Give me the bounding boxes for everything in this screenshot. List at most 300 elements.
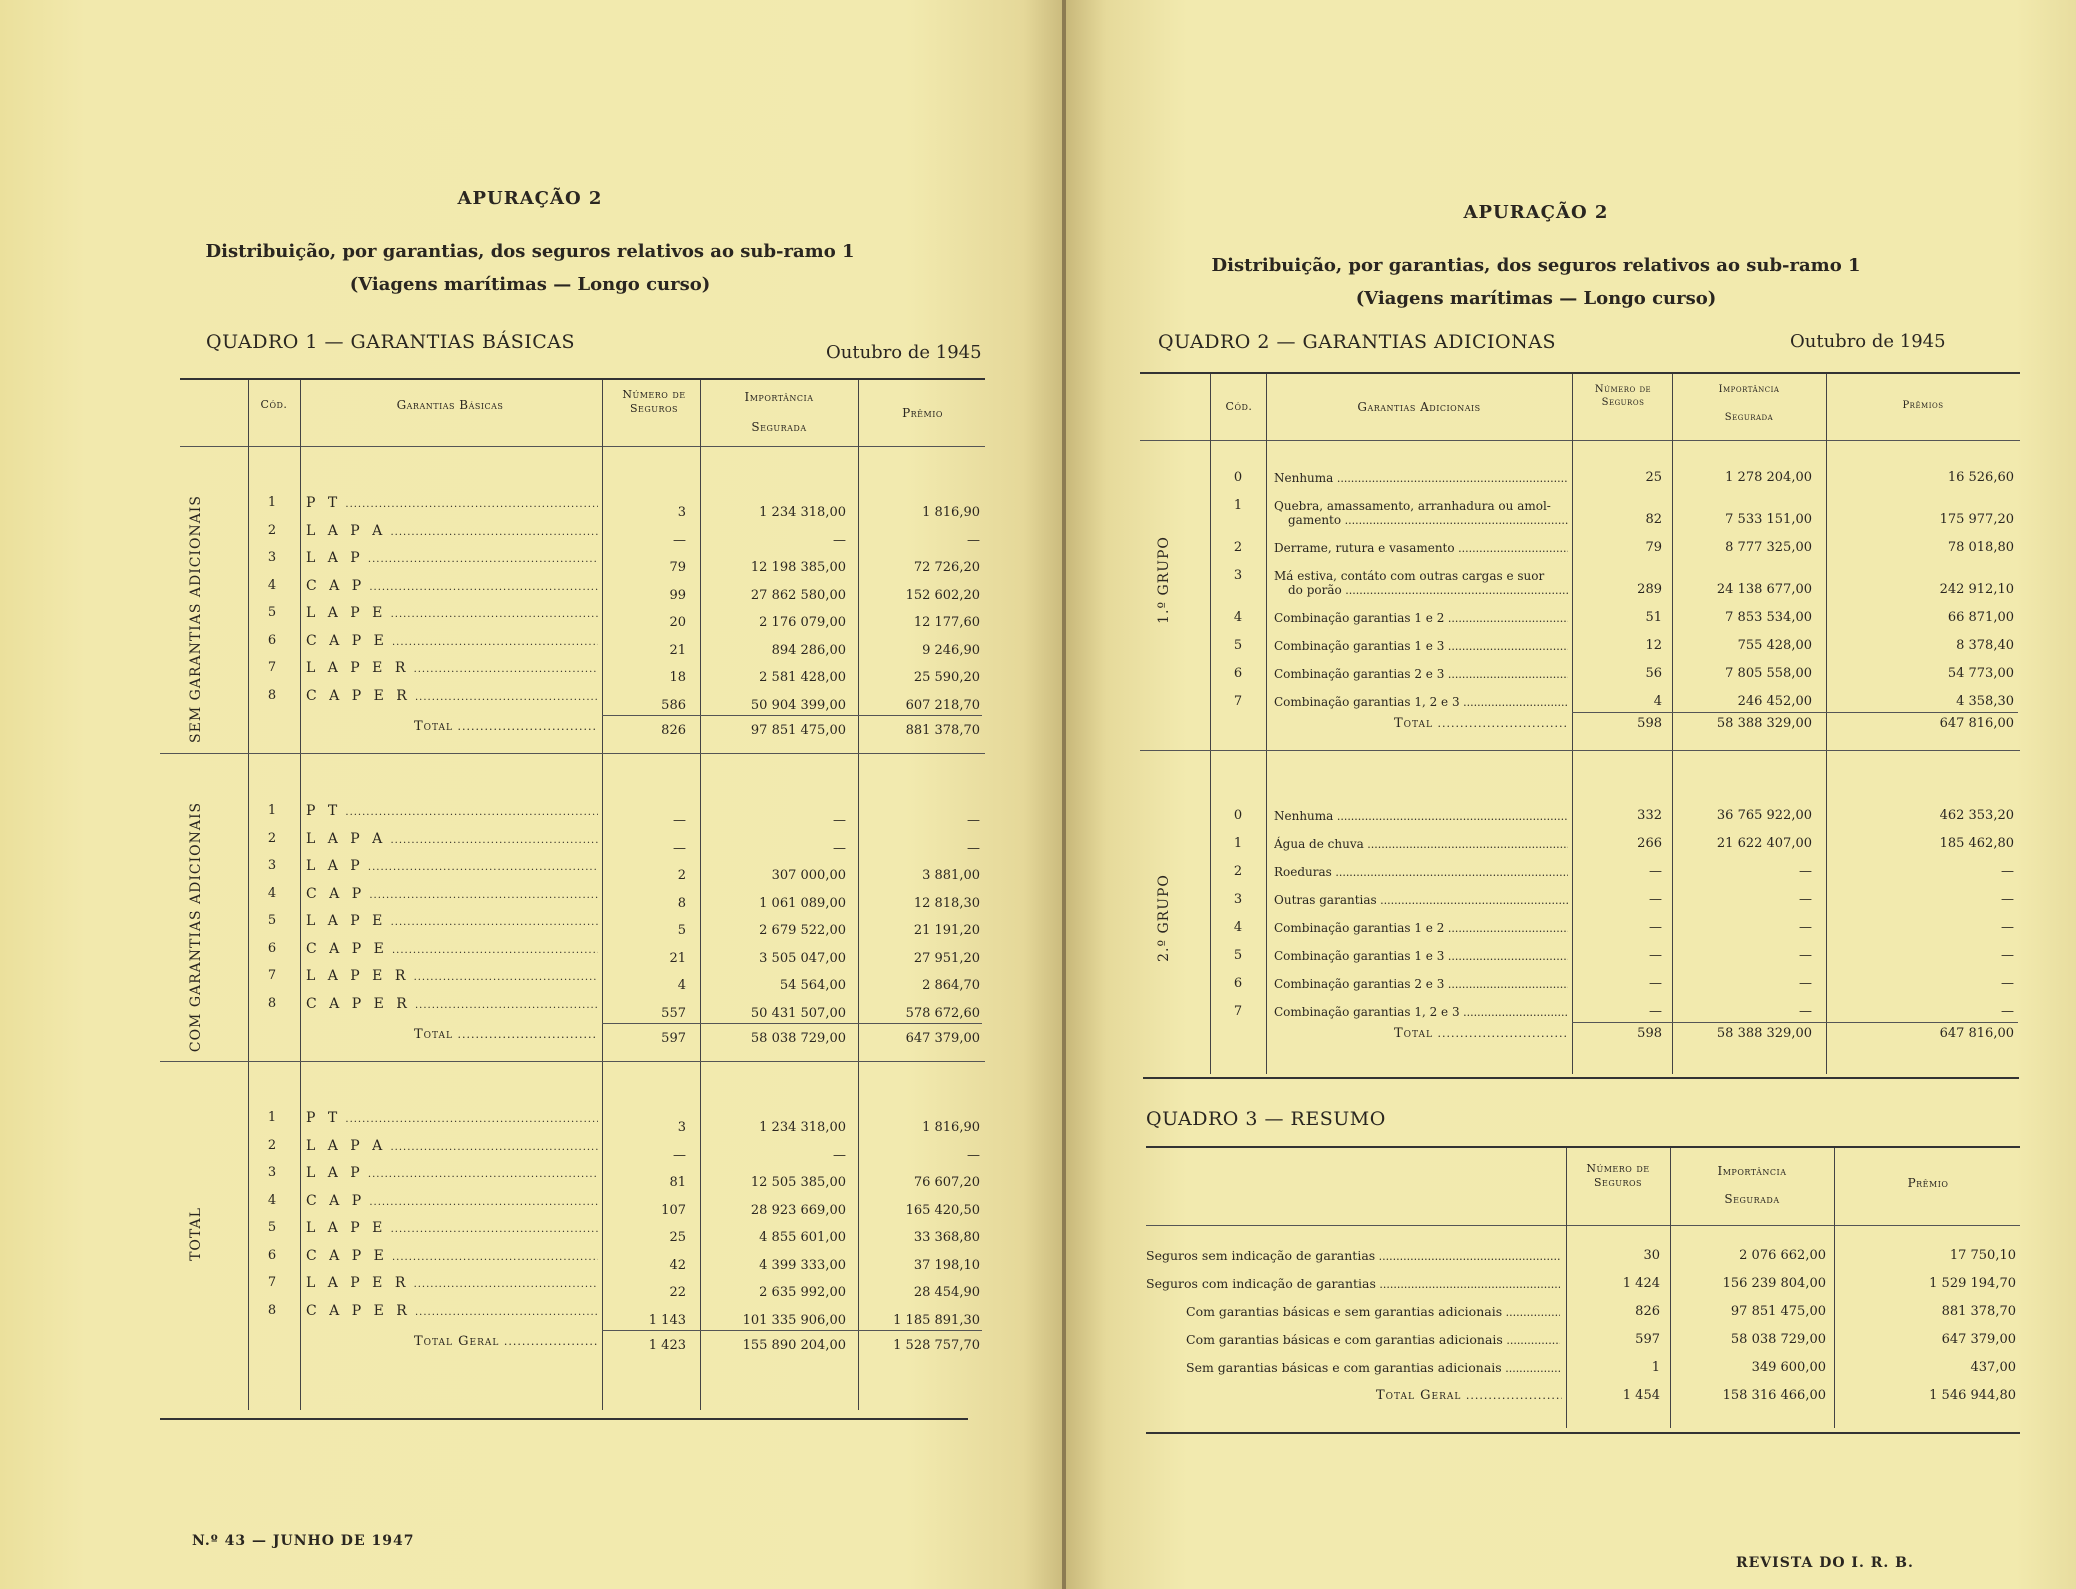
row-premio: —: [2001, 864, 2014, 879]
total-label: Total .....: [414, 1027, 598, 1043]
row-premio: —: [2001, 948, 2014, 963]
left-table-bottom-rule: [160, 1418, 968, 1420]
total-label: Total .....: [414, 719, 598, 735]
row-importancia: 28 923 669,00: [750, 1202, 846, 1218]
row-premio: 12 818,30: [913, 895, 980, 911]
row-cod: 4: [267, 577, 277, 593]
row-importancia: —: [1799, 892, 1812, 907]
row-importancia: 50 431 507,00: [750, 1005, 846, 1021]
row-numero: 25: [1645, 470, 1662, 485]
section-label: COM GARANTIAS ADICIONAIS: [188, 802, 204, 1053]
summary-total-label: Total Geral .....: [1376, 1388, 1562, 1404]
summary-total-numero: 1 454: [1622, 1388, 1660, 1403]
total-importancia: 155 890 204,00: [742, 1338, 846, 1353]
row-numero: 5: [677, 923, 686, 938]
row-cod: 3: [267, 550, 277, 565]
total-rule: [602, 715, 982, 716]
right-subtitle-1: Distribuição, por garantias, dos seguros relativos ao sub-ramo 1: [1211, 255, 1861, 276]
row-label: L A P E .....: [306, 1220, 598, 1238]
row-premio: 152 602,20: [905, 587, 980, 603]
row-label: C A P .....: [306, 886, 598, 904]
row-label: L A P .....: [306, 550, 598, 568]
row-label: L A P A .....: [306, 523, 598, 541]
row-label-cont: gamento .....: [1288, 512, 1568, 529]
row-premio: 16 526,60: [1947, 470, 2014, 485]
row-cod: 1: [267, 1110, 277, 1125]
row-label: Combinação garantias 1 e 2 .....: [1274, 610, 1568, 627]
row-numero: 56: [1645, 666, 1662, 681]
total-numero: 597: [661, 1031, 686, 1046]
row-importancia: 4 855 601,00: [759, 1230, 846, 1245]
left-subtitle-1: Distribuição, por garantias, dos seguros relativos ao sub-ramo 1: [205, 241, 855, 262]
row-numero: 81: [669, 1175, 686, 1190]
row-cod: 4: [1233, 920, 1243, 935]
row-label: C A P .....: [306, 1193, 598, 1211]
row-importancia: 50 904 399,00: [750, 697, 846, 713]
left-col-premio: Prêmio: [902, 406, 943, 420]
row-label: C A P E R .....: [306, 1303, 598, 1321]
section-rule: [160, 753, 985, 754]
row-numero: 3: [677, 505, 686, 520]
row-premio: 175 977,20: [1939, 512, 2014, 527]
row-label: Roeduras .....: [1274, 864, 1568, 881]
row-numero: 2: [677, 868, 686, 883]
row-importancia: 1 278 204,00: [1725, 470, 1812, 485]
row-cod: 7: [267, 968, 277, 983]
summary-label: Sem garantias básicas e com garantias adicionais .....: [1186, 1360, 1560, 1377]
quadro3-top-rule: [1146, 1146, 2020, 1148]
right-subtitle-2: (Viagens marítimas — Longo curso): [1355, 288, 1717, 309]
row-numero: —: [1649, 1004, 1662, 1019]
summary-numero: 826: [1635, 1304, 1660, 1319]
left-col-cod: Cód.: [260, 398, 288, 411]
row-importancia: —: [1799, 920, 1812, 935]
right-footer: REVISTA DO I. R. B.: [1736, 1555, 1914, 1571]
row-cod: 8: [267, 995, 277, 1011]
row-numero: —: [1649, 948, 1662, 963]
row-numero: 1 143: [648, 1312, 686, 1328]
row-premio: 76 607,20: [913, 1175, 980, 1190]
row-cod: 2: [267, 830, 277, 846]
left-col-segurada: Segurada: [751, 420, 807, 434]
left-col-divider: [300, 380, 301, 1410]
row-numero: 107: [661, 1202, 686, 1218]
quadro3-col-divider: [1566, 1148, 1567, 1428]
row-numero: —: [1649, 920, 1662, 935]
row-premio: —: [2001, 892, 2014, 907]
row-importancia: —: [1799, 976, 1812, 991]
row-cod: 5: [267, 1220, 277, 1235]
left-quadro-date: Outubro de 1945: [826, 342, 982, 363]
row-importancia: 54 564,00: [779, 978, 846, 993]
left-col-importancia: Importância: [744, 390, 814, 404]
row-importancia: —: [833, 532, 846, 548]
row-numero: 8: [677, 895, 686, 911]
total-rule: [1572, 1022, 2018, 1023]
total-premio: 647 816,00: [1939, 1026, 2014, 1041]
row-importancia: 755 428,00: [1737, 638, 1812, 653]
row-importancia: 21 622 407,00: [1716, 836, 1812, 851]
row-numero: 25: [669, 1230, 686, 1245]
row-importancia: 27 862 580,00: [750, 587, 846, 603]
row-numero: 266: [1637, 836, 1662, 851]
quadro3-bottom-rule: [1146, 1432, 2020, 1434]
row-premio: 9 246,90: [922, 642, 980, 658]
row-numero: 21: [669, 950, 686, 966]
row-importancia: 246 452,00: [1737, 694, 1812, 709]
group-rule: [1140, 750, 2020, 751]
total-numero: 826: [661, 723, 686, 738]
row-premio: —: [2001, 976, 2014, 991]
left-heading: APURAÇÃO 2: [457, 188, 603, 209]
row-premio: 242 912,10: [1939, 582, 2014, 597]
summary-premio: 1 529 194,70: [1929, 1276, 2016, 1291]
left-col-garantias: Garantias Básicas: [396, 398, 504, 412]
quadro3-col-premio: Prêmio: [1907, 1176, 1949, 1190]
row-numero: 79: [1645, 540, 1662, 555]
row-premio: 2 864,70: [922, 978, 980, 993]
row-label: L A P A .....: [306, 831, 598, 849]
summary-importancia: 2 076 662,00: [1739, 1248, 1826, 1263]
row-cod: 4: [267, 885, 277, 901]
row-cod: 2: [267, 1137, 277, 1153]
row-premio: 72 726,20: [913, 560, 980, 575]
right-table-top-rule: [1140, 372, 2020, 374]
row-cod: 4: [267, 1192, 277, 1208]
row-importancia: 1 234 318,00: [759, 1120, 846, 1135]
row-cod: 2: [267, 522, 277, 538]
row-premio: 8 378,40: [1956, 638, 2014, 653]
group-label: 1.º GRUPO: [1156, 536, 1172, 624]
row-importancia: —: [833, 813, 846, 828]
row-importancia: 2 581 428,00: [759, 670, 846, 685]
left-quadro-title: QUADRO 1 — GARANTIAS BÁSICAS: [206, 331, 576, 353]
quadro3-col-numero: Número de Seguros: [1586, 1162, 1650, 1189]
summary-premio: 647 379,00: [1941, 1332, 2016, 1347]
row-label: Combinação garantias 1, 2 e 3 .....: [1274, 694, 1568, 711]
total-premio: 1 528 757,70: [893, 1338, 980, 1353]
row-label: P T .....: [306, 495, 598, 513]
row-label: Nenhuma .....: [1274, 470, 1568, 487]
row-cod: 4: [1233, 610, 1243, 625]
summary-label: Seguros com indicação de garantias .....: [1146, 1276, 1560, 1293]
row-numero: 12: [1645, 638, 1662, 653]
row-cod: 7: [1233, 694, 1243, 709]
row-numero: 4: [677, 978, 686, 993]
row-label: Combinação garantias 1 e 3 .....: [1274, 948, 1568, 965]
total-importancia: 58 388 329,00: [1716, 1026, 1812, 1041]
row-numero: 3: [677, 1120, 686, 1135]
row-label: L A P E R .....: [306, 660, 598, 678]
right-col-segurada: Segurada: [1724, 412, 1774, 423]
row-cod: 3: [1233, 892, 1243, 907]
row-premio: 21 191,20: [913, 923, 980, 938]
row-numero: 586: [661, 697, 686, 713]
row-numero: 20: [669, 615, 686, 630]
row-numero: —: [1649, 976, 1662, 991]
row-label: C A P E R .....: [306, 688, 598, 706]
row-cod: 6: [1233, 666, 1243, 681]
total-label: Total Geral .....: [414, 1334, 598, 1350]
row-label: P T .....: [306, 1110, 598, 1128]
row-label: C A P E R .....: [306, 996, 598, 1014]
row-premio: —: [967, 1147, 980, 1163]
row-importancia: —: [1799, 948, 1812, 963]
right-col-divider: [1572, 374, 1573, 1074]
row-numero: 289: [1637, 582, 1662, 597]
left-col-divider: [858, 380, 859, 1410]
row-importancia: 7 533 151,00: [1725, 512, 1812, 527]
row-premio: —: [2001, 1004, 2014, 1019]
summary-label: Com garantias básicas e sem garantias adicionais .....: [1186, 1304, 1560, 1321]
row-cod: 3: [267, 858, 277, 873]
summary-label: Com garantias básicas e com garantias adicionais .....: [1186, 1332, 1560, 1349]
right-col-premios: Prêmios: [1902, 400, 1944, 411]
row-label: C A P E .....: [306, 941, 598, 959]
row-numero: 42: [669, 1257, 686, 1273]
row-cod: 3: [267, 1165, 277, 1180]
row-numero: —: [673, 840, 686, 856]
row-cod: 5: [267, 605, 277, 620]
row-cod: 2: [1233, 864, 1243, 879]
row-label: L A P .....: [306, 1165, 598, 1183]
row-label-cont: do porão .....: [1288, 582, 1568, 599]
row-premio: —: [967, 813, 980, 828]
row-label: Combinação garantias 1, 2 e 3 .....: [1274, 1004, 1568, 1021]
row-importancia: —: [1799, 1004, 1812, 1019]
quadro3-col-segurada: Segurada: [1724, 1192, 1780, 1206]
right-col-garantias: Garantias Adicionais: [1357, 400, 1481, 414]
row-premio: 12 177,60: [913, 615, 980, 630]
row-label: Combinação garantias 1 e 3 .....: [1274, 638, 1568, 655]
right-col-importancia: Importância: [1718, 384, 1780, 395]
left-header: [160, 188, 900, 295]
group-label: 2.º GRUPO: [1156, 874, 1172, 962]
row-numero: 18: [669, 670, 686, 685]
row-label: Derrame, rutura e vasamento .....: [1274, 540, 1568, 557]
quadro3-col-importancia: Importância: [1717, 1164, 1787, 1178]
row-premio: 3 881,00: [922, 868, 980, 883]
quadro3-col-divider: [1670, 1148, 1671, 1428]
right-table-bottom-rule: [1143, 1077, 2019, 1079]
right-header-rule: [1140, 440, 2020, 441]
row-importancia: 307 000,00: [771, 868, 846, 883]
row-cod: 6: [1233, 976, 1243, 991]
row-label: L A P E R .....: [306, 1275, 598, 1293]
row-importancia: 101 335 906,00: [742, 1312, 846, 1328]
row-importancia: —: [1799, 864, 1812, 879]
row-cod: 6: [267, 632, 277, 648]
row-cod: 0: [1233, 470, 1243, 485]
total-premio: 881 378,70: [905, 723, 980, 738]
row-premio: 33 368,80: [913, 1230, 980, 1245]
row-premio: —: [967, 532, 980, 548]
row-cod: 5: [1233, 638, 1243, 653]
row-importancia: 1 061 089,00: [759, 895, 846, 911]
row-importancia: 894 286,00: [771, 642, 846, 658]
right-quadro-title: QUADRO 2 — GARANTIAS ADICIONAS: [1158, 331, 1556, 353]
row-numero: 332: [1637, 808, 1662, 823]
row-cod: 1: [1233, 498, 1243, 513]
total-rule: [602, 1023, 982, 1024]
row-label: Nenhuma .....: [1274, 808, 1568, 825]
summary-importancia: 97 851 475,00: [1730, 1304, 1826, 1319]
row-numero: 557: [661, 1005, 686, 1021]
row-importancia: 2 176 079,00: [759, 615, 846, 630]
right-quadro-date: Outubro de 1945: [1790, 331, 1946, 352]
right-col-divider: [1266, 374, 1267, 1074]
row-numero: —: [673, 532, 686, 548]
summary-numero: 1: [1651, 1360, 1660, 1375]
row-cod: 2: [1233, 540, 1243, 555]
row-cod: 5: [267, 913, 277, 928]
left-subtitle-2: (Viagens marítimas — Longo curso): [349, 274, 711, 295]
row-cod: 6: [267, 1247, 277, 1263]
row-premio: 1 185 891,30: [893, 1312, 980, 1328]
summary-premio: 881 378,70: [1941, 1304, 2016, 1319]
quadro3-col-divider: [1834, 1148, 1835, 1428]
row-numero: —: [673, 1147, 686, 1163]
left-col-divider: [602, 380, 603, 1410]
summary-importancia: 156 239 804,00: [1722, 1276, 1826, 1291]
row-numero: 22: [669, 1285, 686, 1300]
row-numero: 21: [669, 642, 686, 658]
row-numero: 79: [669, 560, 686, 575]
row-cod: 6: [267, 940, 277, 956]
row-numero: 99: [669, 587, 686, 603]
row-premio: 578 672,60: [905, 1005, 980, 1021]
left-col-divider: [248, 380, 249, 1410]
section-label: SEM GARANTIAS ADICIONAIS: [188, 495, 204, 744]
total-numero: 598: [1637, 716, 1662, 731]
row-importancia: 12 198 385,00: [750, 560, 846, 575]
summary-total-premio: 1 546 944,80: [1929, 1388, 2016, 1403]
total-rule: [1572, 712, 2018, 713]
total-importancia: 58 388 329,00: [1716, 716, 1812, 731]
row-label: Combinação garantias 2 e 3 .....: [1274, 666, 1568, 683]
quadro3-header-rule: [1146, 1225, 2020, 1226]
total-premio: 647 379,00: [905, 1031, 980, 1046]
row-numero: 51: [1645, 610, 1662, 625]
row-cod: 8: [267, 687, 277, 703]
row-premio: 66 871,00: [1947, 610, 2014, 625]
total-numero: 1 423: [648, 1338, 686, 1353]
row-cod: 1: [267, 803, 277, 818]
row-importancia: 4 399 333,00: [759, 1257, 846, 1273]
row-label: L A P .....: [306, 858, 598, 876]
row-premio: —: [967, 840, 980, 856]
row-premio: 28 454,90: [913, 1285, 980, 1300]
summary-importancia: 349 600,00: [1751, 1360, 1826, 1375]
row-premio: 462 353,20: [1939, 808, 2014, 823]
right-page: [1066, 0, 2076, 1589]
row-cod: 0: [1233, 808, 1243, 823]
row-label: L A P A .....: [306, 1138, 598, 1156]
row-importancia: 12 505 385,00: [750, 1175, 846, 1190]
row-importancia: 7 853 534,00: [1725, 610, 1812, 625]
row-cod: 7: [1233, 1004, 1243, 1019]
row-premio: 37 198,10: [913, 1257, 980, 1273]
right-col-cod: Cód.: [1225, 400, 1253, 413]
row-importancia: —: [833, 840, 846, 856]
left-col-numero: Número de Seguros: [622, 388, 686, 415]
right-col-divider: [1826, 374, 1827, 1074]
row-label: C A P .....: [306, 578, 598, 596]
row-importancia: 8 777 325,00: [1725, 540, 1812, 555]
row-label: C A P E .....: [306, 1248, 598, 1266]
row-premio: 165 420,50: [905, 1202, 980, 1218]
total-rule: [602, 1330, 982, 1331]
summary-importancia: 58 038 729,00: [1730, 1332, 1826, 1347]
right-heading: APURAÇÃO 2: [1463, 202, 1609, 223]
row-importancia: —: [833, 1147, 846, 1163]
row-premio: 54 773,00: [1947, 666, 2014, 681]
row-premio: 4 358,30: [1956, 694, 2014, 709]
section-label: TOTAL: [188, 1207, 204, 1262]
row-label: Combinação garantias 2 e 3 .....: [1274, 976, 1568, 993]
row-importancia: 3 505 047,00: [759, 950, 846, 966]
row-label: L A P E .....: [306, 913, 598, 931]
row-label: Outras garantias .....: [1274, 892, 1568, 909]
row-importancia: 36 765 922,00: [1716, 808, 1812, 823]
row-cod: 5: [1233, 948, 1243, 963]
row-premio: —: [2001, 920, 2014, 935]
row-importancia: 2 679 522,00: [759, 923, 846, 938]
row-label: C A P E .....: [306, 633, 598, 651]
row-label: Água de chuva .....: [1274, 836, 1568, 853]
summary-numero: 597: [1635, 1332, 1660, 1347]
summary-numero: 30: [1643, 1248, 1660, 1263]
right-header: [1186, 202, 1886, 309]
row-label: Quebra, amassamento, arranhadura ou amol-: [1274, 499, 1551, 513]
row-cod: 7: [267, 660, 277, 675]
row-label: P T .....: [306, 803, 598, 821]
summary-numero: 1 424: [1622, 1276, 1660, 1291]
row-premio: 78 018,80: [1947, 540, 2014, 555]
right-col-divider: [1210, 374, 1211, 1074]
total-premio: 647 816,00: [1939, 716, 2014, 731]
row-cod: 3: [1233, 568, 1243, 583]
row-cod: 1: [1233, 836, 1243, 851]
summary-premio: 17 750,10: [1949, 1248, 2016, 1263]
row-numero: —: [673, 813, 686, 828]
summary-total-importancia: 158 316 466,00: [1722, 1388, 1826, 1403]
row-label: L A P E .....: [306, 605, 598, 623]
row-importancia: 2 635 992,00: [759, 1285, 846, 1300]
right-col-numero: Número de Seguros: [1594, 384, 1652, 408]
row-importancia: 24 138 677,00: [1716, 582, 1812, 597]
row-numero: 82: [1645, 512, 1662, 527]
row-cod: 7: [267, 1275, 277, 1290]
total-importancia: 58 038 729,00: [750, 1031, 846, 1046]
quadro3-title: QUADRO 3 — RESUMO: [1146, 1108, 1386, 1130]
row-numero: —: [1649, 892, 1662, 907]
row-premio: 607 218,70: [905, 697, 980, 713]
row-label: Combinação garantias 1 e 2 .....: [1274, 920, 1568, 937]
row-numero: —: [1649, 864, 1662, 879]
section-rule: [160, 1061, 985, 1062]
left-footer: N.º 43 — JUNHO DE 1947: [192, 1533, 415, 1549]
row-premio: 27 951,20: [913, 950, 980, 966]
row-importancia: 7 805 558,00: [1725, 666, 1812, 681]
summary-label: Seguros sem indicação de garantias .....: [1146, 1248, 1560, 1265]
row-premio: 185 462,80: [1939, 836, 2014, 851]
total-importancia: 97 851 475,00: [750, 723, 846, 738]
total-label: Total .....: [1394, 716, 1568, 732]
row-label: L A P E R .....: [306, 968, 598, 986]
total-label: Total .....: [1394, 1026, 1568, 1042]
row-cod: 1: [267, 495, 277, 510]
